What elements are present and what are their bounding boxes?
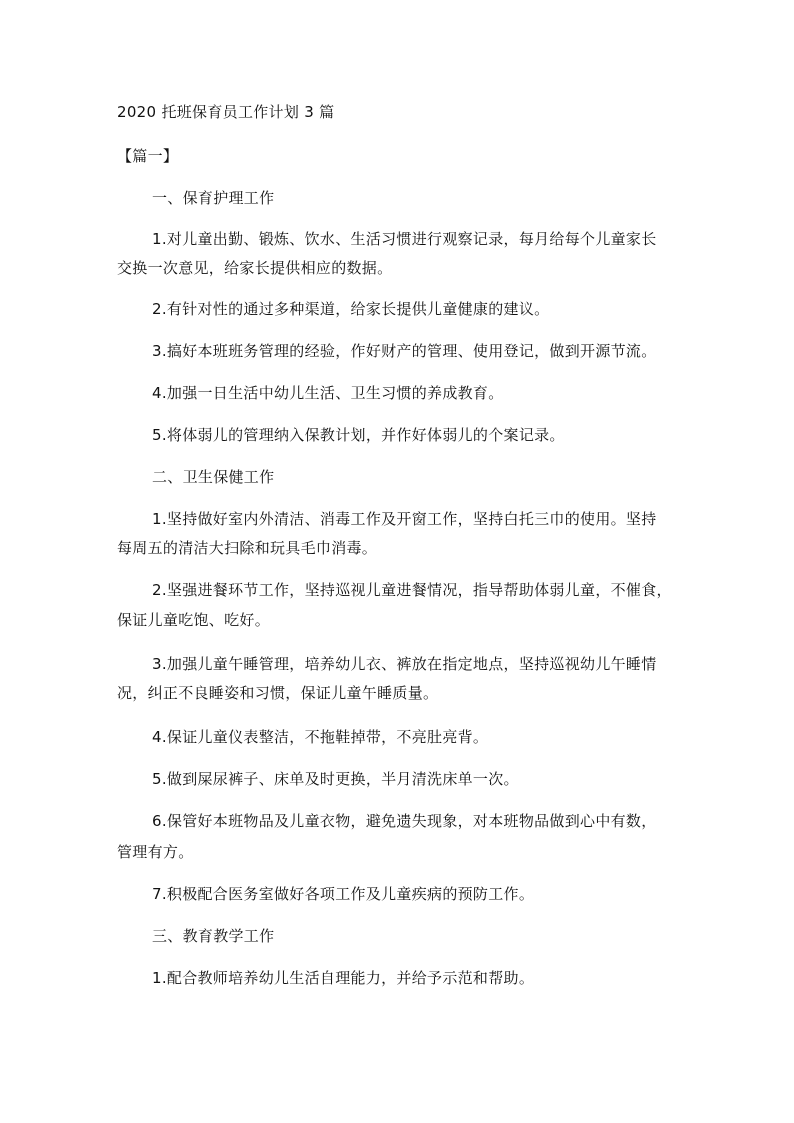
list-item: 4.保证儿童仪表整洁，不拖鞋掉带，不亮肚亮背。 xyxy=(152,728,489,746)
list-item: 7.积极配合医务室做好各项工作及儿童疾病的预防工作。 xyxy=(152,885,535,903)
section-heading-2: 二、卫生保健工作 xyxy=(152,468,275,486)
list-item: 5.做到屎尿裤子、床单及时更换，半月清洗床单一次。 xyxy=(152,770,519,788)
list-item: 1.对儿童出勤、锻炼、饮水、生活习惯进行观察记录，每月给每个儿童家长 xyxy=(152,230,657,248)
list-item: 2.有针对性的通过多种渠道，给家长提供儿童健康的建议。 xyxy=(152,300,550,318)
document-title: 2020 托班保育员工作计划 3 篇 xyxy=(117,103,335,121)
list-item: 3.搞好本班班务管理的经验，作好财产的管理、使用登记，做到开源节流。 xyxy=(152,342,657,360)
list-item-continuation: 交换一次意见，给家长提供相应的数据。 xyxy=(117,259,393,277)
list-item-continuation: 况，纠正不良睡姿和习惯，保证儿童午睡质量。 xyxy=(117,684,439,702)
list-item: 3.加强儿童午睡管理，培养幼儿衣、裤放在指定地点，坚持巡视幼儿午睡情 xyxy=(152,655,657,673)
list-item: 5.将体弱儿的管理纳入保教计划，并作好体弱儿的个案记录。 xyxy=(152,426,565,444)
section-heading-1: 一、保育护理工作 xyxy=(152,189,275,207)
list-item-continuation: 每周五的清洁大扫除和玩具毛巾消毒。 xyxy=(117,539,378,557)
list-item-continuation: 保证儿童吃饱、吃好。 xyxy=(117,611,271,629)
section-marker: 【篇一】 xyxy=(117,147,179,165)
list-item: 2.坚强进餐环节工作，坚持巡视儿童进餐情况，指导帮助体弱儿童，不催食， xyxy=(152,581,672,599)
list-item: 1.坚持做好室内外清洁、消毒工作及开窗工作，坚持白托三巾的使用。坚持 xyxy=(152,510,657,528)
list-item-continuation: 管理有方。 xyxy=(117,843,194,861)
list-item: 1.配合教师培养幼儿生活自理能力，并给予示范和帮助。 xyxy=(152,969,535,987)
list-item: 6.保管好本班物品及儿童衣物，避免遗失现象，对本班物品做到心中有数， xyxy=(152,812,657,830)
list-item: 4.加强一日生活中幼儿生活、卫生习惯的养成教育。 xyxy=(152,384,504,402)
section-heading-3: 三、教育教学工作 xyxy=(152,927,275,945)
